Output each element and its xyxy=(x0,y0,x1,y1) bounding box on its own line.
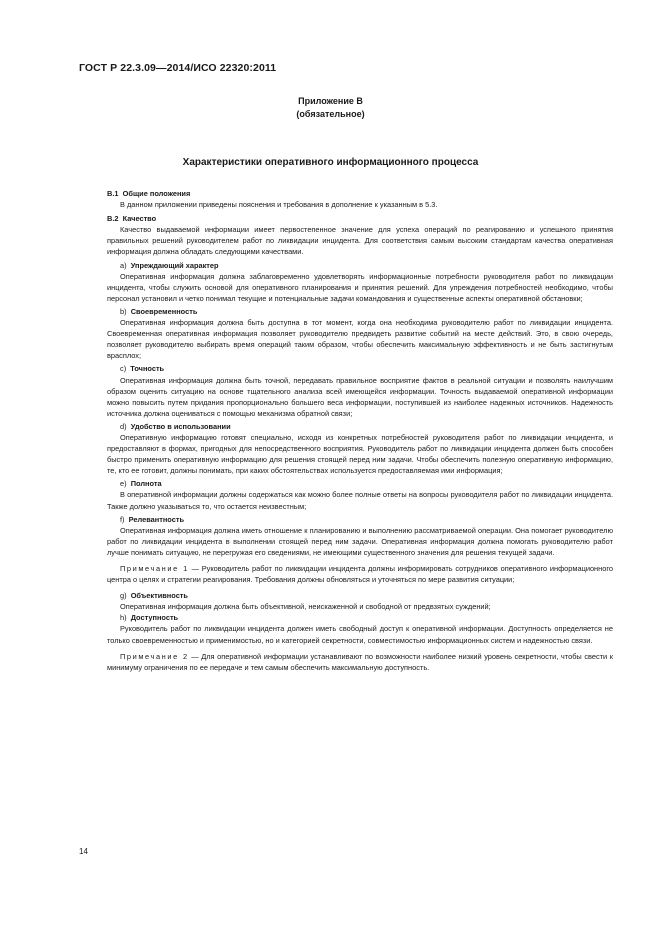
section-title: Общие положения xyxy=(122,189,191,198)
item-heading-b: b) Своевременность xyxy=(120,306,198,316)
paragraph: Оперативная информация должна быть точной, передавать правильное восприятие фактов в реальной ситуации и позволять наилучшим образом оценить ситуацию на основе тщательного анализа всей имеющейся информации. Точность выдаваемой оперативной информации можно повысить путем придания пропорционально большего веса информации, поступившей из наиболее надежных источников. Надежность источника должна оцениваться с помощью механизма обратной связи; xyxy=(107,375,613,418)
item-heading-d: d) Удобство в использовании xyxy=(120,421,231,431)
item-heading-f: f) Релевантность xyxy=(120,514,184,524)
note-1: Примечание 1 — Руководитель работ по ликвидации инцидента должны информировать сотрудников оперативного информационного центра о целях и стратегии реагирования. Требования должны обновляться и уточняться по мере развития ситуации; xyxy=(107,564,613,585)
paragraph: Оперативная информация должна иметь отношение к планированию и выполнению рассматриваемой операции. Она помогает руководителю работ по ликвидации инцидента в выполнении стоящей перед ним задачи. Оперативная информация должна помогать руководителю работ лучше понимать ситуацию, не перегружая его сведениями, не имеющими существенного значения для решения текущей задачи. xyxy=(107,525,613,557)
appendix-title: Приложение В xyxy=(298,96,363,106)
item-heading-e: e) Полнота xyxy=(120,479,162,489)
document-body xyxy=(107,185,613,673)
item-heading-g: g) Объективность xyxy=(120,591,188,601)
section-title: Качество xyxy=(122,214,157,224)
document-header: ГОСТ Р 22.3.09—2014/ИСО 22320:2011 xyxy=(79,62,277,74)
paragraph: Оперативную информацию готовят специально, исходя из конкретных потребностей руководителя работ по ликвидации инцидента, и предоставляют в формах, пригодных для непосредственного восприятия. Руководитель работ по ликвидации инцидента должен быть способен быстро применить оперативную информацию для решения стоящей перед ним задачи. Чтобы обеспечить полезную оперативную информацию, те, кто ее готовит, должны понимать, при каких обстоятельствах используется предоставляемая ими информация; xyxy=(107,432,613,476)
appendix-subtitle: (обязательное) xyxy=(296,109,365,119)
note-2: Примечание 2 — Для оперативной информации устанавливают по возможности наиболее низкий уровень секретности, чтобы свести к минимуму ограничения по ее передаче и тем самым обеспечить максимальную доступность. xyxy=(107,651,613,672)
section-heading-b2: В.2 Качество xyxy=(107,214,157,224)
item-heading-a: a) Упреждающий характер xyxy=(120,260,219,270)
page-title: Характеристики оперативного информационного процесса xyxy=(182,157,479,168)
item-heading-c: c) Точность xyxy=(120,364,165,374)
page-number: 14 xyxy=(79,847,88,856)
paragraph: Руководитель работ по ликвидации инцидента должен иметь свободный доступ к оперативной информации. Доступность определяется не только своевременностью и применимостью, но и категорией секретности, совместимостью информационных систем и надежностью связи. xyxy=(107,624,613,645)
section-heading-b1: В.1 Общие положения xyxy=(107,189,191,198)
paragraph: Оперативная информация должна заблаговременно удовлетворять информационные потребности руководителя работ по ликвидации инцидента, чтобы служить основой для оперативного планирования и принятия решений. Для упреждения потребностей необходимо, чтобы персонал установил и четко понимал текущие и потенциальные задачи командования и существенные аспекты оперативной обстановки; xyxy=(107,271,613,303)
paragraph: Оперативная информация должна быть доступна в тот момент, когда она необходима руководителю работ по ликвидации инцидента. Своевременная оперативная информация позволяет руководителю предвидеть развитие событий на месте действий. Это, в свою очередь, позволяет руководителю выбирать время операций таким образом, чтобы обеспечить максимальную эффективность и не быть застигнутым врасплох; xyxy=(107,318,613,361)
paragraph: Оперативная информация должна быть объективной, неискаженной и свободной от предвзятых суждений; xyxy=(120,602,491,612)
item-heading-h: h) Доступность xyxy=(120,613,179,623)
paragraph: Качество выдаваемой информации имеет первостепенное значение для успеха операций по реагированию и успешного принятия правильных решений руководителем работ по ликвидации инцидента. Для соответствия самым высоким стандартам качества оперативная информация должна обладать следующими качествами. xyxy=(107,225,613,257)
paragraph: В оперативной информации должны содержаться как можно более полные ответы на вопросы руководителя работ по ликвидации инцидента. Также должно указываться то, что остается неизвестным; xyxy=(107,490,613,511)
paragraph: В данном приложении приведены пояснения и требования в дополнение к указанным в 5.3. xyxy=(120,200,438,210)
